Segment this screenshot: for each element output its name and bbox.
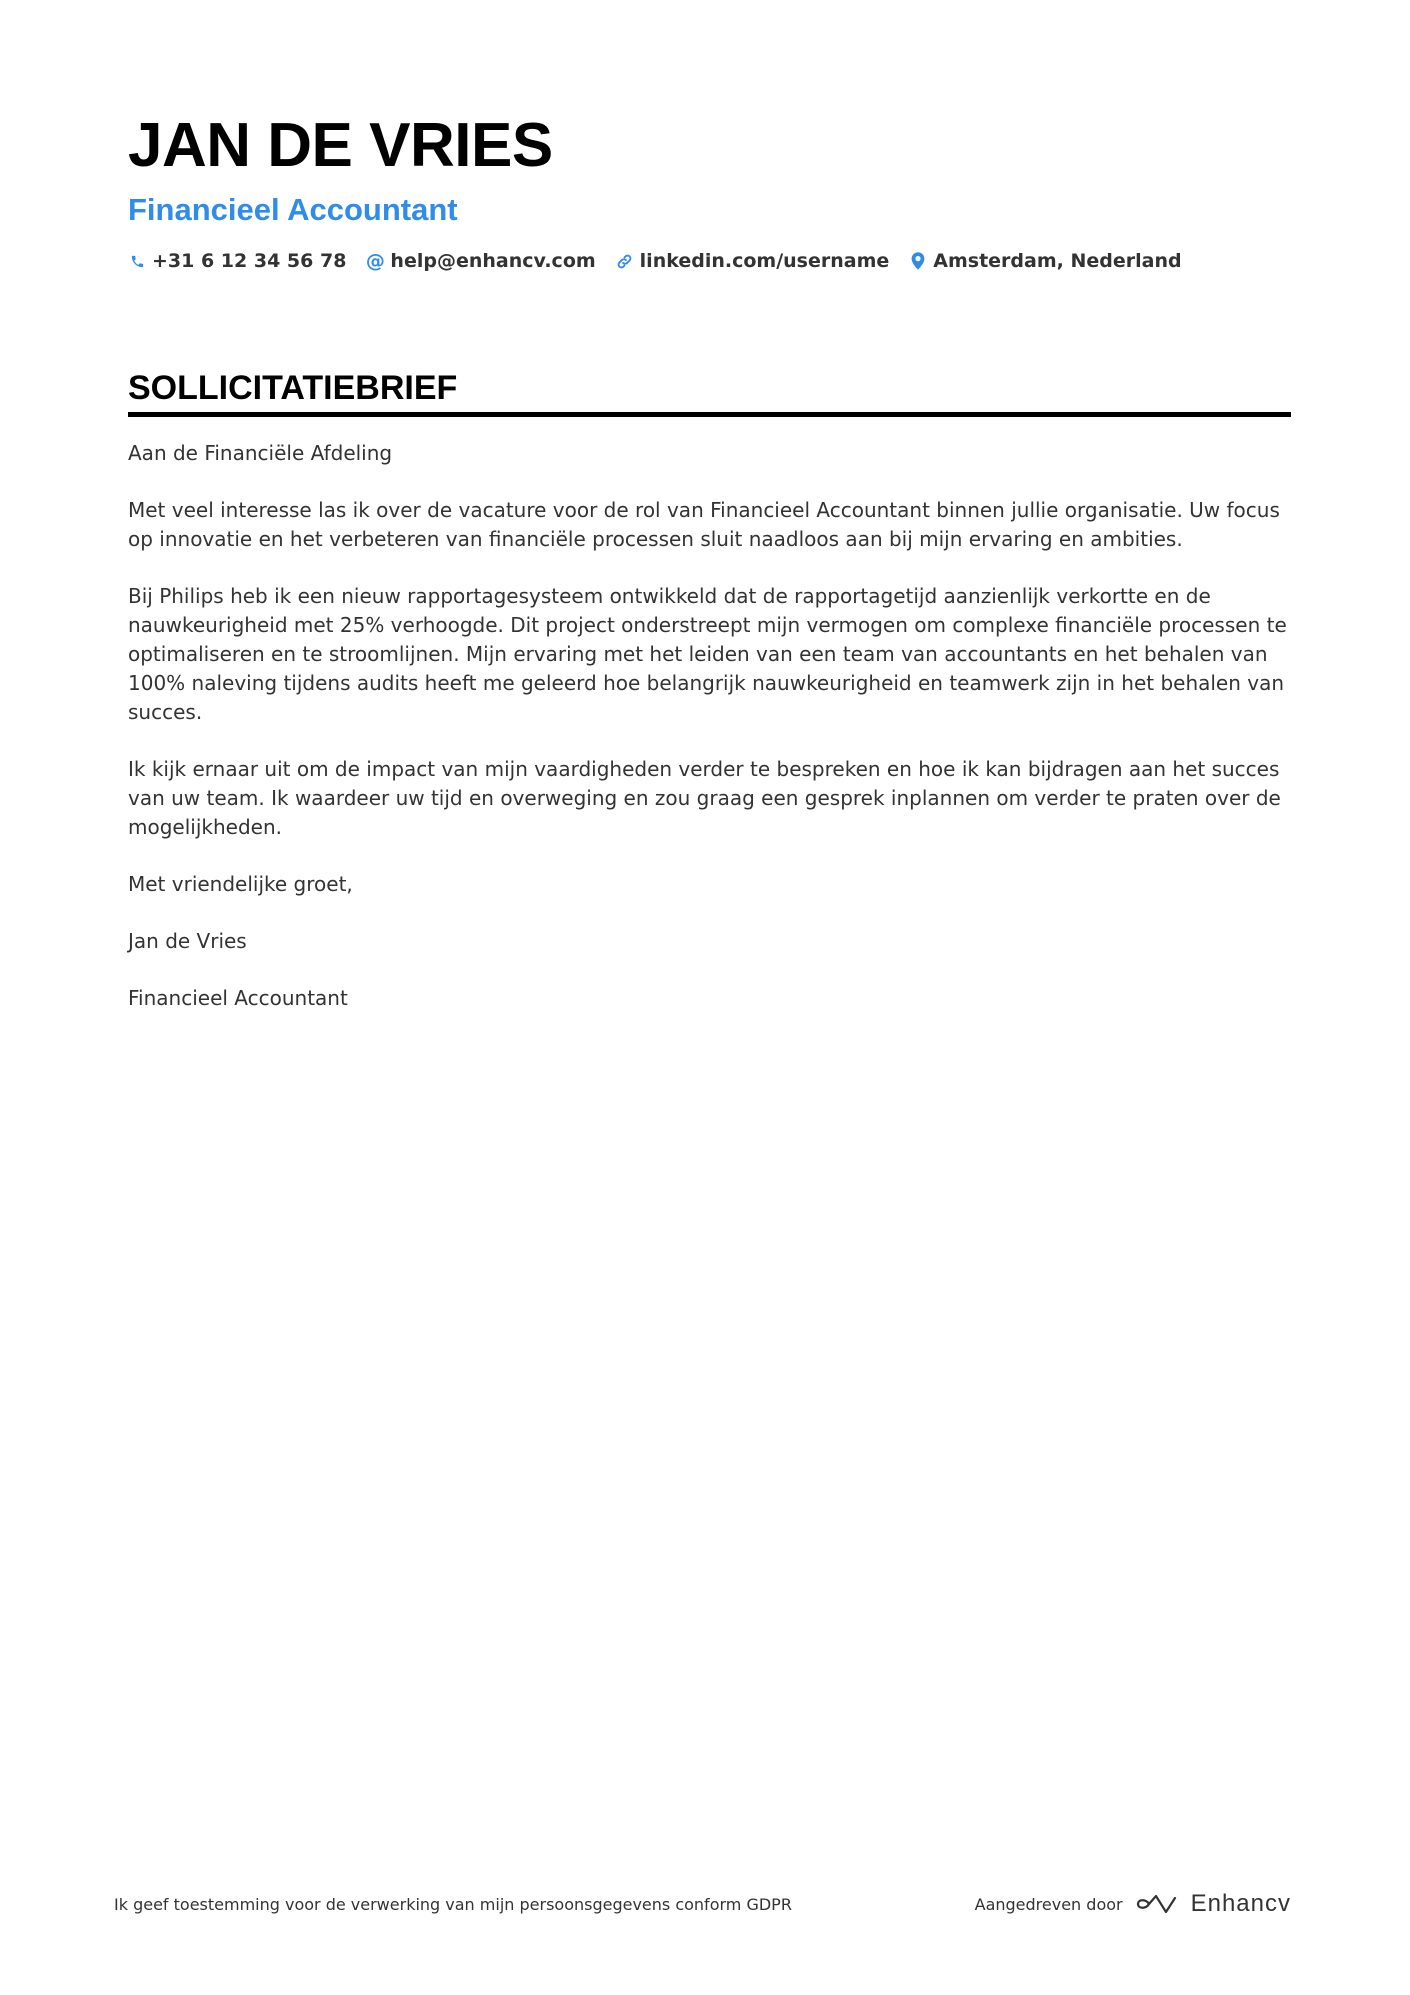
page-footer [114,1890,1291,1918]
powered-by[interactable] [975,1890,1291,1918]
map-pin-icon [909,252,927,270]
contact-bar [128,250,1291,272]
location-text: Amsterdam, Nederland [933,250,1182,272]
letter-paragraph: Bij Philips heb ik een nieuw rapportagesysteem ontwikkeld dat de rapportagetijd aanzienlijk verkortte en de nauwkeurigheid met 25% verhoogde. Dit project onderstreept mijn vermogen om complexe financiële processen te optimaliseren en te stroomlijnen. Mijn ervaring met het leiden van een team van accountants en het behalen van 100% naleving tijdens audits heeft me geleerd hoe belangrijk nauwkeurigheid en teamwerk zijn in het behalen van succes. [128,584,1287,724]
closing: Met vriendelijke groet, [128,872,353,896]
signature-title: Financieel Accountant [128,986,348,1010]
cover-letter-section [128,368,1291,1041]
letter-paragraph: Ik kijk ernaar uit om de impact van mijn vaardigheden verder te bespreken en hoe ik kan bijdragen aan het succes van uw team. Ik waardeer uw tijd en overweging en zou graag een gesprek inplannen om verder te praten over de mogelijkheden. [128,757,1281,839]
contact-linkedin[interactable] [616,250,890,272]
gdpr-consent: Ik geef toestemming voor de verwerking van mijn persoonsgegevens conform GDPR [114,1894,792,1914]
contact-phone [128,250,346,272]
section-heading: SOLLICITATIEBRIEF [128,368,1291,417]
signature-name: Jan de Vries [128,929,247,953]
contact-email[interactable] [366,250,595,272]
phone-icon [128,252,146,270]
candidate-name: JAN DE VRIES [128,111,553,180]
contact-location [909,250,1181,272]
email-text: help@enhancv.com [390,250,596,272]
letter-body [128,439,1291,1013]
linkedin-text: linkedin.com/username [639,250,890,272]
brand-name: Enhancv [1190,1890,1291,1917]
letter-paragraph: Met veel interesse las ik over de vacature voor de rol van Financieel Accountant binnen jullie organisatie. Uw focus op innovatie en het verbeteren van financiële processen sluit naadloos aan bij mijn ervaring en ambities. [128,498,1280,551]
infinity-logo-icon [1135,1892,1181,1916]
phone-text: +31 6 12 34 56 78 [152,250,347,272]
resume-header [128,110,1291,272]
job-title: Financieel Accountant [128,192,458,227]
link-icon [616,252,634,270]
powered-by-label: Aangedreven door [974,1894,1123,1914]
at-icon: @ [365,250,385,272]
salutation: Aan de Financiële Afdeling [128,441,393,465]
